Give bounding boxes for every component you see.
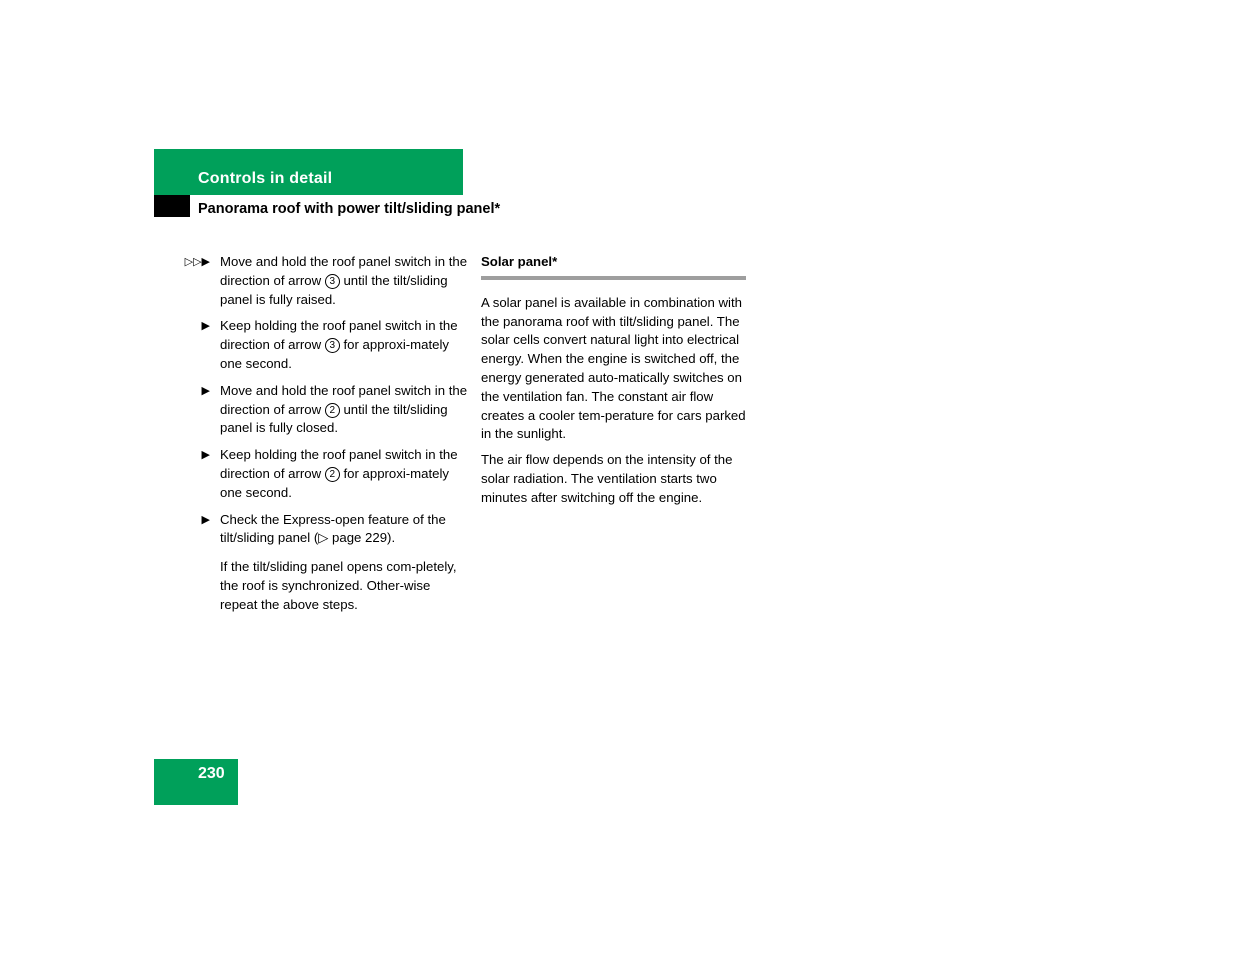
page-ref-triangle-icon: ▷	[318, 530, 329, 546]
page-subtitle: Panorama roof with power tilt/sliding panel*	[198, 201, 501, 217]
instructions-column	[176, 253, 468, 615]
bullet-arrow-icon: ▶	[201, 513, 210, 526]
instruction-note: If the tilt/sliding panel opens com-pletely, the roof is synchronized. Other-wise repeat the above steps.	[220, 559, 457, 612]
step-text: until the tilt/sliding panel is fully raised.	[220, 272, 448, 307]
step-text: Move and hold the roof panel switch in the direction of arrow	[220, 254, 468, 288]
instruction-step	[176, 317, 468, 373]
heading-rule	[481, 276, 746, 280]
body-paragraph: A solar panel is available in combination with the panorama roof with tilt/sliding panel. The solar cells convert natural light into electrical energy. When the engine is switched off, the energy generated auto-matically switches on the ventilation fan. The constant air flow creates a cooler tem-perature for cars parked in the sunlight.	[481, 294, 746, 442]
step-text: Move and hold the roof panel switch in the direction of arrow	[220, 382, 468, 417]
step-text: for approxi-mately one second.	[220, 337, 450, 371]
step-text: Check the Express-open feature of the tilt/sliding panel (	[220, 511, 446, 546]
bullet-arrow-icon: ▶	[201, 449, 210, 462]
instruction-step	[176, 446, 468, 502]
page-number-tab	[154, 759, 238, 805]
continued-arrow-icon: ▷▷▶	[184, 256, 210, 268]
instruction-step	[176, 511, 468, 549]
bullet-arrow-icon: ▶	[201, 320, 210, 333]
bullet-arrow-icon: ▶	[201, 384, 210, 397]
page-ref-text: page 229).	[328, 530, 396, 546]
arrow-number-badge: 3	[325, 338, 340, 353]
section-title: Controls in detail	[198, 170, 333, 187]
instruction-step	[176, 253, 468, 309]
arrow-number-badge: 2	[325, 467, 340, 482]
solar-panel-section	[481, 253, 749, 515]
step-text: Keep holding the roof panel switch in the direction of arrow	[220, 318, 458, 353]
body-paragraph: The air flow depends on the intensity of the solar radiation. The ventilation starts two minutes after switching off the engine.	[481, 452, 733, 505]
page-number: 230	[198, 765, 225, 782]
subheader-marker-block	[154, 195, 190, 217]
step-text: for approxi-mately one second.	[220, 465, 450, 500]
arrow-number-badge: 3	[325, 274, 340, 289]
arrow-number-badge: 2	[325, 403, 340, 418]
section-heading: Solar panel*	[481, 254, 558, 269]
step-text: until the tilt/sliding panel is fully closed.	[220, 401, 448, 436]
page-reference-link[interactable]	[318, 530, 395, 545]
instruction-step	[176, 382, 468, 438]
step-text: Keep holding the roof panel switch in the direction of arrow	[220, 447, 458, 481]
